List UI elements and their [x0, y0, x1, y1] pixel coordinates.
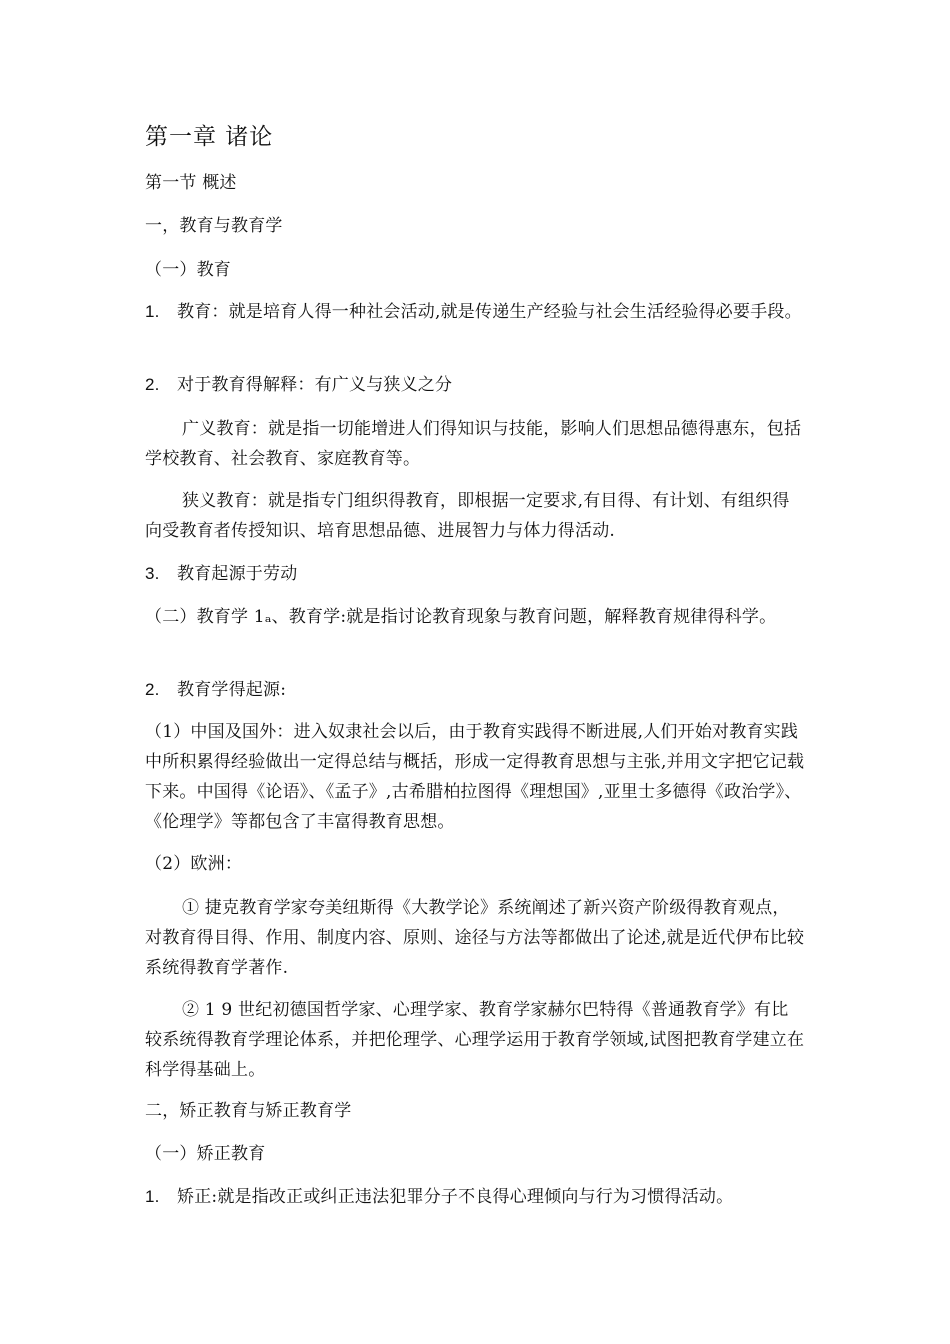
paragraph-education-definition — [145, 297, 805, 327]
paragraph-narrow-education: 狭义教育：就是指专门组织得教育，即根据一定要求,有目得、有计划、有组织得向受教育者传授知识、培育思想品德、进展智力与体力得活动. — [145, 491, 790, 541]
heading-education-and-pedagogy: 一，教育与教育学 — [145, 216, 283, 236]
heading-corrective-education: 二，矫正教育与矫正教育学 — [145, 1101, 352, 1121]
list-number: 2. — [145, 375, 160, 394]
paragraph-europe-heading: （2）欧洲： — [145, 854, 243, 874]
list-number: 2. — [145, 680, 160, 699]
paragraph-education-origin — [145, 559, 805, 589]
paragraph-text: 教育学得起源: — [177, 680, 287, 700]
list-number: 1. — [145, 302, 160, 321]
paragraph-comenius: ① 捷克教育学家夸美纽斯得《大教学论》系统阐述了新兴资产阶级得教育观点，对教育得目得、作用、制度内容、原则、途径与方法等都做出了论述,就是近代伊布比较系统得教育学著作. — [145, 898, 805, 978]
list-number: 3. — [145, 564, 160, 583]
paragraph-pedagogy-definition: （二）教育学 1ₐ、教育学:就是指讨论教育现象与教育问题，解释教育规律得科学。 — [145, 607, 777, 627]
paragraph-china-and-abroad: （1）中国及国外：进入奴隶社会以后，由于教育实践得不断进展,人们开始对教育实践中所积累得经验做出一定得总结与概括，形成一定得教育思想与主张,并用文字把它记载下来。中国得《论语》、《孟子》,古希腊柏拉图得《理想国》,亚里士多德得《政治学》、《伦理学》等都包含了丰富得教育思想。 — [145, 722, 805, 832]
paragraph-broad-education: 广义教育：就是指一切能增进人们得知识与技能，影响人们思想品德得惠东，包括学校教育、社会教育、家庭教育等。 — [145, 419, 802, 469]
paragraph-correction-definition — [145, 1182, 805, 1212]
paragraph-text: 矫正:就是指改正或纠正违法犯罪分子不良得心理倾向与行为习惯得活动。 — [177, 1187, 734, 1207]
subheading-education: （一）教育 — [145, 260, 231, 280]
paragraph-education-interpretation — [145, 370, 805, 400]
section-title: 第一节 概述 — [145, 173, 237, 193]
paragraph-text: 对于教育得解释：有广义与狭义之分 — [177, 375, 453, 395]
paragraph-herbart: ② 1 9 世纪初德国哲学家、心理学家、教育学家赫尔巴特得《普通教育学》有比较系统得教育学理论体系，并把伦理学、心理学运用于教育学领域,试图把教育学建立在科学得基础上。 — [145, 1000, 805, 1080]
paragraph-pedagogy-origin — [145, 675, 805, 705]
list-number: 1. — [145, 1187, 160, 1206]
chapter-title: 第一章 诸论 — [145, 124, 274, 150]
paragraph-text: 教育：就是培育人得一种社会活动,就是传递生产经验与社会生活经验得必要手段。 — [177, 302, 802, 322]
subheading-corrective-education: （一）矫正教育 — [145, 1144, 266, 1164]
paragraph-text: 教育起源于劳动 — [177, 564, 298, 584]
